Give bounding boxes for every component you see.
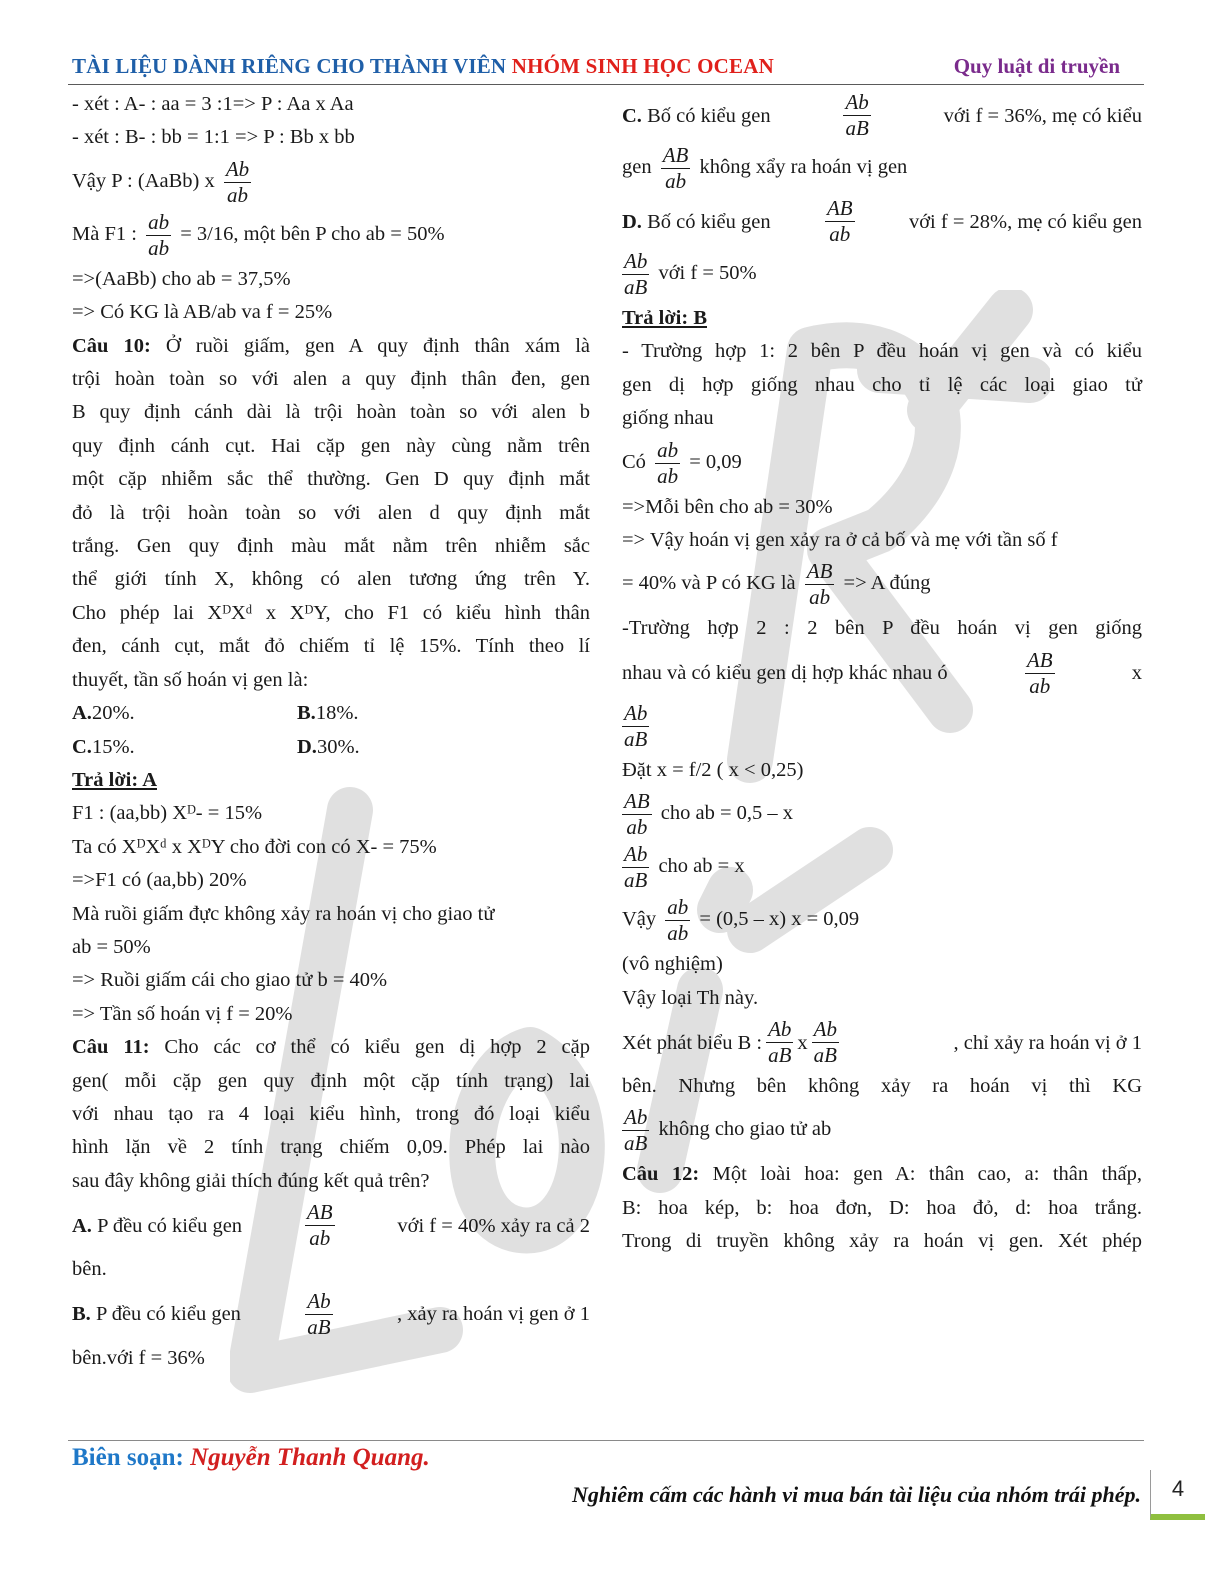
solution-formula — [622, 701, 1142, 752]
option-label: B. — [297, 702, 316, 725]
question-text: trắng. Gen quy định màu mắt nằm trên nhiễm sắc — [72, 535, 590, 558]
footer-divider — [68, 1440, 1144, 1441]
fraction-denominator: ab — [1029, 673, 1051, 698]
fraction — [812, 1017, 839, 1068]
fraction-denominator: ab — [657, 463, 679, 488]
fraction — [305, 1289, 332, 1340]
option-label: C. — [622, 104, 642, 127]
question-12 — [622, 1158, 1142, 1191]
fraction-numerator: AB — [1026, 647, 1053, 672]
solution-line: Ta có XᴰXᵈ x XᴰY cho đời con có X- = 75% — [72, 835, 437, 858]
question-text: Trong di truyền không xảy ra hoán vị gen. Xét phép — [622, 1230, 1142, 1253]
option-text: 15%. — [91, 735, 135, 758]
fraction-denominator: ab — [809, 585, 831, 610]
option-label: A. — [72, 1214, 92, 1237]
question-11 — [72, 1031, 590, 1064]
fraction — [825, 196, 855, 247]
question-10 — [72, 330, 590, 363]
answer-options — [72, 731, 590, 764]
formula-text: Mà F1 : — [72, 223, 137, 246]
fraction — [1025, 648, 1055, 699]
formula-text: = 0,09 — [689, 450, 742, 473]
left-line: =>(AaBb) cho ab = 37,5% — [72, 267, 291, 290]
editor-name: Nguyễn Thanh Quang. — [190, 1444, 430, 1471]
formula-text: không cho giao tử ab — [658, 1118, 832, 1141]
formula-text: Vậy P : (AaBb) x — [72, 170, 215, 193]
solution-line: => Tần số hoán vị f = 20% — [72, 1002, 293, 1025]
option-text: 30%. — [316, 735, 360, 758]
editor-label: Biên soạn: — [72, 1444, 191, 1471]
question-text: Một loài hoa: gen A: thân cao, a: thân thấp, — [699, 1163, 1142, 1186]
fraction-denominator: ab — [626, 815, 648, 840]
option-text: với f = 50% — [658, 262, 757, 285]
formula-text: => A đúng — [843, 572, 931, 595]
question-text: Cho phép lai XᴰXᵈ x XᴰY, cho F1 có kiểu hình thân — [72, 601, 590, 624]
fraction-numerator: Ab — [624, 1105, 648, 1130]
formula-text: = 3/16, một bên P cho ab = 50% — [180, 223, 445, 246]
fraction — [843, 90, 870, 141]
option-text: 20%. — [91, 702, 135, 725]
option-text: P đều có kiểu gen — [90, 1303, 241, 1326]
fraction — [805, 559, 835, 610]
option-label: B. — [72, 1303, 91, 1326]
question-text: hình lặn về 2 tính trạng chiếm 0,09. Phép lai nào — [72, 1136, 590, 1159]
footer-notice: Nghiêm cấm các hành vi mua bán tài liệu của nhóm trái phép. — [571, 1482, 1141, 1507]
fraction-numerator: AB — [826, 196, 853, 220]
solution-line: - Trường hợp 1: 2 bên P đều hoán vị gen và có kiểu — [622, 340, 1142, 363]
question-text: trội hoàn toàn so với alen a quy định thân đen, gen — [72, 368, 590, 391]
solution-line: F1 : (aa,bb) Xᴰ- = 15% — [72, 802, 263, 825]
option-text: , xảy ra hoán vị gen ở 1 — [396, 1303, 590, 1326]
question-text: B: hoa kép, b: hoa đơn, D: hoa đỏ, d: hoa trắng. — [622, 1196, 1142, 1219]
page-number-box — [1150, 1470, 1205, 1520]
question-text: một cặp nhiễm sắc thể thường. Gen D quy định mắt — [72, 468, 590, 491]
option-label: D. — [297, 735, 317, 758]
answer-heading: Trả lời: B — [622, 307, 707, 329]
option-text: gen — [622, 156, 652, 179]
option-text: bên. — [72, 1258, 107, 1281]
header-divider — [68, 84, 1144, 85]
option-c-line2 — [622, 143, 1142, 194]
solution-formula — [622, 842, 1142, 893]
formula-text: Có — [622, 450, 646, 473]
question-text: thể giới tính X, không có alen tương ứng trên Y. — [72, 568, 590, 591]
solution-line: =>F1 có (aa,bb) 20% — [72, 869, 247, 892]
question-text: Ở ruồi giấm, gen A quy định thân xám là — [150, 334, 590, 357]
option-text: không xẩy ra hoán vị gen — [699, 156, 908, 179]
fraction — [622, 1105, 649, 1156]
solution-line: => Vậy hoán vị gen xảy ra ở cả bố và mẹ với tần số f — [622, 529, 1058, 552]
option-a — [72, 697, 297, 730]
formula-text: cho ab = x — [658, 855, 745, 878]
option-label: D. — [622, 210, 642, 233]
fraction-numerator: AB — [662, 143, 689, 167]
option-label: C. — [72, 735, 92, 758]
fraction — [661, 143, 691, 194]
header-title — [72, 54, 774, 79]
question-text: đen, cánh cụt, mắt đỏ chiếm tỉ lệ 15%. Tính theo lí — [72, 635, 590, 658]
fraction-denominator: aB — [624, 868, 648, 893]
question-text: với nhau tạo ra 4 loại kiểu hình, trong đó loại kiểu — [72, 1102, 590, 1125]
fraction-numerator: Ab — [813, 1017, 837, 1042]
solution-line: (vô nghiệm) — [622, 953, 723, 976]
formula-text: nhau và có kiểu gen dị hợp khác nhau ó — [622, 662, 948, 685]
fraction-denominator: aB — [768, 1043, 792, 1068]
option-label: A. — [72, 702, 92, 725]
option-text: với f = 36%, mẹ có kiểu — [943, 104, 1142, 127]
fraction-denominator: ab — [148, 235, 170, 260]
fraction-denominator: ab — [667, 921, 689, 946]
fraction-numerator: Ab — [768, 1017, 792, 1042]
question-text: thuyết, tần số hoán vị gen là: — [72, 668, 309, 691]
header-title-blue: TÀI LIỆU DÀNH RIÊNG CHO THÀNH VIÊN — [72, 54, 512, 78]
fraction-numerator: ab — [667, 895, 689, 920]
formula-text: cho ab = 0,5 – x — [660, 802, 794, 825]
option-a-lead — [72, 1209, 242, 1243]
question-text: gen( mỗi cặp gen quy định một cặp tính trạng) lai — [72, 1069, 590, 1092]
fraction-denominator: aB — [624, 1131, 648, 1156]
fraction — [622, 789, 652, 840]
solution-line: -Trường hợp 2 : 2 bên P đều hoán vị gen giống — [622, 617, 1142, 640]
formula-text: x — [1131, 662, 1142, 685]
solution-line: => Ruồi giấm cái cho giao tử b = 40% — [72, 969, 388, 992]
fraction-numerator: Ab — [624, 842, 648, 867]
option-d — [297, 731, 522, 764]
footer-editor — [72, 1444, 430, 1472]
fraction — [224, 157, 251, 208]
question-label: Câu 10: — [72, 334, 151, 357]
fraction-denominator: aB — [845, 116, 869, 140]
formula-text: Vậy — [622, 908, 657, 931]
solution-formula — [622, 1105, 1142, 1156]
solution-line: Vậy loại Th này. — [622, 986, 759, 1009]
option-c-lead — [622, 99, 771, 133]
fraction — [622, 249, 649, 300]
fraction — [305, 1200, 335, 1251]
solution-formula — [622, 559, 1142, 610]
header-title-red: NHÓM SINH HỌC OCEAN — [511, 54, 774, 78]
solution-line: bên. Nhưng bên không xảy ra hoán vị thì KG — [622, 1075, 1142, 1098]
option-text: P đều có kiểu gen — [91, 1214, 243, 1237]
option-a — [72, 1200, 590, 1251]
formula-text: x — [797, 1031, 808, 1054]
left-formula-line — [72, 210, 590, 261]
fraction — [622, 842, 649, 893]
fraction-numerator: Ab — [845, 90, 869, 114]
fraction-denominator: ab — [227, 182, 249, 207]
option-d-line2 — [622, 249, 1142, 300]
option-b — [297, 697, 522, 730]
option-text: với f = 28%, mẹ có kiểu gen — [908, 210, 1142, 233]
answer-options — [72, 697, 590, 730]
fraction-numerator: AB — [306, 1200, 333, 1225]
option-text: với f = 40% xảy ra cả 2 — [397, 1214, 590, 1237]
left-line: - xét : A- : aa = 3 :1=> P : Aa x Aa — [72, 93, 354, 115]
left-line: => Có KG là AB/ab va f = 25% — [72, 301, 333, 324]
fraction-numerator: AB — [624, 789, 650, 814]
question-text: Cho các cơ thể có kiểu gen dị hợp 2 cặp — [149, 1036, 590, 1059]
fraction-denominator: ab — [829, 222, 851, 246]
fraction-denominator: aB — [307, 1314, 331, 1339]
question-text: sau đây không giải thích đúng kết quả trên? — [72, 1169, 430, 1192]
fraction-numerator: Ab — [624, 249, 648, 273]
option-text: Bố có kiểu gen — [641, 104, 771, 127]
question-text: đỏ là trội hoàn toàn so với alen d quy định mắt — [72, 501, 590, 524]
fraction-numerator: Ab — [624, 700, 648, 725]
fraction-denominator: aB — [813, 1043, 837, 1068]
fraction-numerator: ab — [657, 437, 679, 462]
solution-line: giống nhau — [622, 407, 714, 430]
fraction-denominator: aB — [624, 726, 648, 751]
fraction — [146, 210, 171, 261]
solution-line: ab = 50% — [72, 935, 151, 958]
solution-formula — [622, 438, 1142, 489]
fraction-denominator: aB — [624, 275, 648, 299]
page-number: 4 — [1171, 1476, 1185, 1501]
question-text: B quy định cánh dài là trội hoàn toàn so với alen b — [72, 401, 590, 424]
right-column — [622, 88, 1142, 1259]
fraction-numerator: ab — [148, 209, 170, 234]
question-label: Câu 12: — [622, 1163, 700, 1186]
option-d — [622, 196, 1142, 247]
solution-line: Đặt x = f/2 ( x < 0,25) — [622, 758, 804, 781]
fraction-numerator: Ab — [307, 1288, 331, 1313]
fraction-numerator: AB — [806, 559, 833, 584]
question-label: Câu 11: — [72, 1036, 150, 1059]
option-c — [622, 90, 1142, 141]
fraction — [665, 895, 690, 946]
fraction — [622, 701, 649, 752]
fraction — [655, 438, 680, 489]
solution-formula — [622, 648, 1142, 699]
fraction-denominator: ab — [665, 169, 687, 193]
solution-formula — [622, 789, 1142, 840]
header-topic: Quy luật di truyền — [953, 54, 1120, 78]
solution-line: =>Mỗi bên cho ab = 30% — [622, 495, 833, 518]
left-column — [72, 88, 590, 1375]
question-text: quy định cánh cụt. Hai cặp gen này cùng nằm trên — [72, 434, 590, 457]
fraction-numerator: Ab — [225, 156, 250, 181]
left-formula-line — [72, 157, 590, 208]
fraction-denominator: ab — [309, 1226, 331, 1251]
solution-formula — [622, 895, 1142, 946]
option-d-lead — [622, 205, 771, 239]
option-b — [72, 1289, 590, 1340]
formula-text: Xét phát biểu B : — [622, 1031, 763, 1054]
solution-line: gen dị hợp giống nhau cho tỉ lệ các loại giao tử — [622, 373, 1142, 396]
formula-text: = 40% và P có KG là — [622, 572, 796, 595]
left-line: - xét : B- : bb = 1:1 => P : Bb x bb — [72, 126, 355, 149]
solution-line: Mà ruồi giấm đực không xảy ra hoán vị cho giao tử — [72, 902, 495, 925]
formula-text: , chỉ xảy ra hoán vị ở 1 — [953, 1031, 1142, 1054]
solution-formula — [622, 1017, 1142, 1068]
page-header — [72, 52, 1144, 82]
option-text: 18%. — [315, 702, 359, 725]
answer-heading: Trả lời: A — [72, 768, 157, 791]
option-b-lead — [72, 1297, 241, 1331]
option-c — [72, 731, 297, 764]
formula-text: = (0,5 – x) x = 0,09 — [699, 908, 860, 931]
option-text: Bố có kiểu gen — [641, 210, 771, 233]
option-text: bên.với f = 36% — [72, 1346, 205, 1369]
fraction — [766, 1017, 793, 1068]
